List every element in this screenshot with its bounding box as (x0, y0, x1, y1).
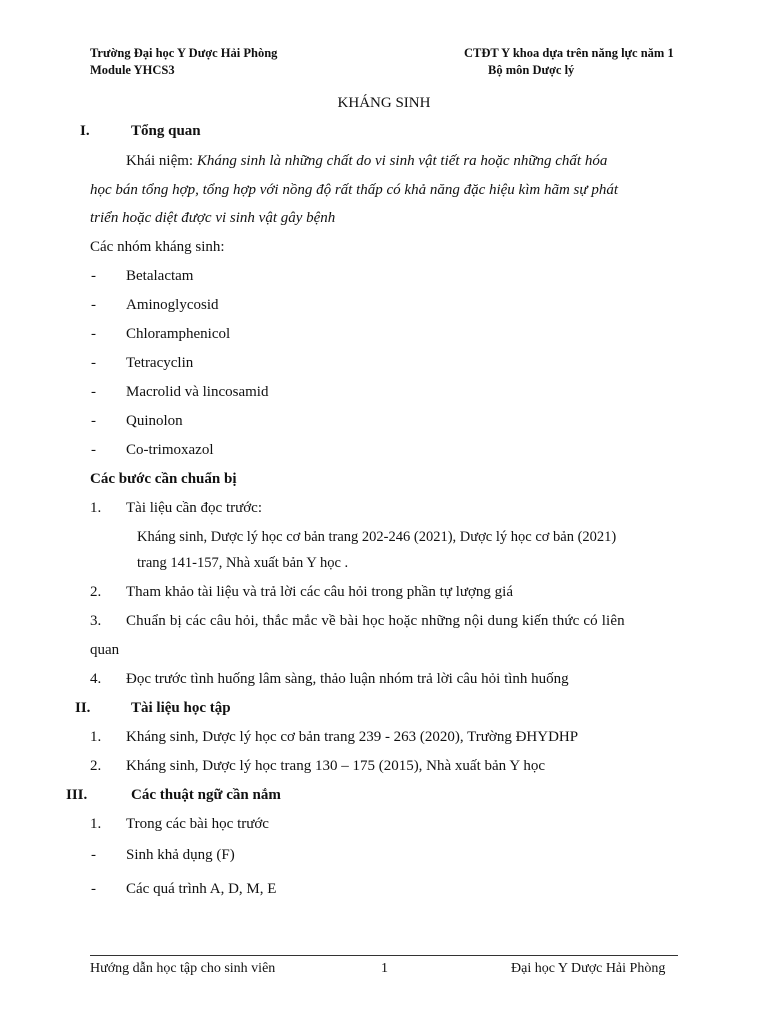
term-bullet: - (91, 881, 96, 897)
group-bullet: - (91, 413, 96, 429)
definition-text-1: Kháng sinh là những chất do vi sinh vật tiết ra hoặc những chất hóa (196, 153, 608, 169)
definition-label: Khái niệm: (126, 153, 197, 169)
prep-title: Các bước cần chuẩn bị (90, 471, 237, 487)
prep-number: 4. (90, 671, 102, 687)
reference-number: 1. (90, 729, 102, 745)
prep-item: Tài liệu cần đọc trước: (126, 500, 263, 516)
prep-item: Chuẩn bị các câu hỏi, thắc mắc về bài học hoặc những nội dung kiến thức có liên (126, 613, 625, 629)
section-2-title: Tài liệu học tập (131, 700, 231, 716)
header-department: Bộ môn Dược lý (488, 63, 575, 77)
reference-number: 2. (90, 758, 102, 774)
prep-number: 3. (90, 613, 102, 629)
term-bullet-item: Sinh khả dụng (F) (126, 847, 235, 863)
prep-item-continuation: quan (90, 642, 120, 658)
footer-right: Đại học Y Dược Hải Phòng (511, 961, 666, 976)
prep-reference-line-2: trang 141-157, Nhà xuất bản Y học . (137, 555, 349, 571)
reference-item: Kháng sinh, Dược lý học trang 130 – 175 (2015), Nhà xuất bản Y học (126, 758, 546, 774)
section-2-number: II. (75, 700, 91, 716)
group-item: Chloramphenicol (126, 326, 231, 342)
section-1-number: I. (80, 123, 90, 139)
footer-left: Hướng dẫn học tập cho sinh viên (90, 961, 276, 976)
group-bullet: - (91, 268, 96, 284)
section-3-title: Các thuật ngữ cần nắm (131, 787, 281, 803)
group-item: Macrolid và lincosamid (126, 384, 269, 400)
header-module: Module YHCS3 (90, 63, 175, 77)
header-program: CTĐT Y khoa dựa trên năng lực năm 1 (464, 46, 674, 60)
group-bullet: - (91, 297, 96, 313)
group-item: Co-trimoxazol (126, 442, 214, 458)
definition-line-1 (126, 153, 607, 170)
prep-item: Tham khảo tài liệu và trả lời các câu hỏi trong phần tự lượng giá (126, 584, 514, 600)
document-title: KHÁNG SINH (337, 95, 431, 111)
footer-page-number: 1 (381, 961, 388, 976)
term-bullet: - (91, 847, 96, 863)
group-bullet: - (91, 326, 96, 342)
group-item: Betalactam (126, 268, 194, 284)
footer-divider (90, 955, 678, 956)
prep-reference-line-1: Kháng sinh, Dược lý học cơ bản trang 202-246 (2021), Dược lý học cơ bản (2021) (137, 529, 617, 545)
group-item: Quinolon (126, 413, 183, 429)
section-3-number: III. (66, 787, 88, 803)
groups-label: Các nhóm kháng sinh: (90, 239, 225, 255)
definition-line-2: học bán tổng hợp, tổng hợp với nồng độ rất thấp có khả năng đặc hiệu kìm hãm sự phát (90, 182, 618, 198)
header-school: Trường Đại học Y Dược Hải Phòng (90, 46, 278, 60)
group-item: Tetracyclin (126, 355, 194, 371)
term-bullet-item: Các quá trình A, D, M, E (126, 881, 277, 897)
prep-number: 2. (90, 584, 102, 600)
term-number: 1. (90, 816, 102, 832)
group-bullet: - (91, 355, 96, 371)
group-bullet: - (91, 442, 96, 458)
term-item: Trong các bài học trước (126, 816, 269, 832)
prep-item: Đọc trước tình huống lâm sàng, thảo luận nhóm trả lời câu hỏi tình huống (126, 671, 569, 687)
reference-item: Kháng sinh, Dược lý học cơ bản trang 239 - 263 (2020), Trường ĐHYDHP (126, 729, 579, 745)
group-bullet: - (91, 384, 96, 400)
definition-line-3: triển hoặc diệt được vi sinh vật gây bệnh (90, 210, 336, 226)
section-1-title: Tổng quan (131, 123, 201, 139)
prep-number: 1. (90, 500, 102, 516)
group-item: Aminoglycosid (126, 297, 219, 313)
